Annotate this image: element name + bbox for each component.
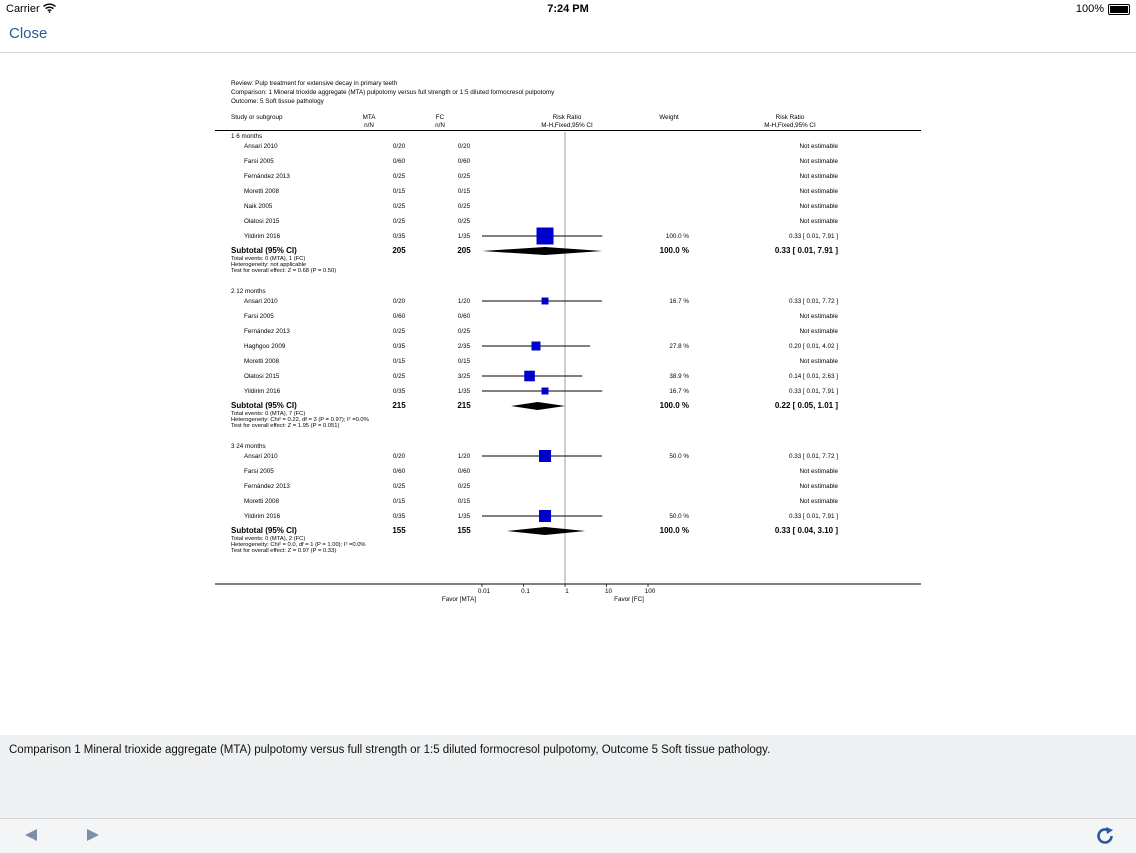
study-name: Moretti 2008 [244,358,280,365]
subtotal-note: Heterogeneity: Chi² = 0.0, df = 1 (P = 1.00); I² =0.0% [231,542,366,548]
study-mta: 0/25 [392,173,406,180]
subtotal-note: Test for overall effect: Z = 0.68 (P = 0.50) [231,268,337,274]
study-name: Moretti 2008 [244,498,280,505]
refresh-icon[interactable] [1094,825,1116,852]
study-name: Fernández 2013 [244,483,290,490]
battery-icon [1108,4,1130,15]
subtotal-label: Subtotal (95% CI) [231,401,297,410]
study-fc: 1/35 [457,513,471,520]
header-fc: FC [435,114,445,121]
study-fc: 0/25 [457,218,471,225]
back-arrow-icon[interactable] [24,828,38,847]
study-mta: 0/15 [392,188,406,195]
study-marker [524,371,535,382]
axis-tick-label: 0.01 [477,588,491,595]
header-study: Study or subgroup [231,114,283,121]
study-rr: 0.33 [ 0.01, 7.72 ] [788,453,838,460]
study-mta: 0/35 [392,343,406,350]
study-rr: Not estimable [799,173,838,180]
subtotal-mta: 205 [392,246,406,255]
study-marker [542,388,549,395]
study-mta: 0/60 [392,158,406,165]
study-marker [539,510,551,522]
subtotal-weight: 100.0 % [659,246,689,255]
subtotal-fc: 155 [457,526,471,535]
study-rr: Not estimable [799,203,838,210]
favor-fc-label: Favor [FC] [614,596,644,603]
subtotal-note: Total events: 0 (MTA), 2 (FC) [231,536,306,542]
subtotal-diamond [511,402,565,410]
study-mta: 0/15 [392,358,406,365]
caption-panel [0,735,1136,818]
subtotal-label: Subtotal (95% CI) [231,246,297,255]
header-rr: Risk Ratio [552,114,582,121]
study-marker [542,298,549,305]
study-name: Ansari 2010 [244,143,278,150]
study-mta: 0/25 [392,328,406,335]
study-mta: 0/20 [392,143,406,150]
study-name: Ansari 2010 [244,453,278,460]
study-fc: 1/35 [457,233,471,240]
axis-tick-label: 100 [644,588,656,595]
header-fc-sub: n/N [435,122,445,129]
study-mta: 0/25 [392,373,406,380]
study-weight: 16.7 % [669,388,689,395]
study-rr: Not estimable [799,498,838,505]
subtotal-note: Test for overall effect: Z = 0.97 (P = 0.33) [231,548,337,554]
subtotal-note: Total events: 0 (MTA), 7 (FC) [231,411,306,417]
study-fc: 1/20 [457,453,471,460]
study-name: Naik 2005 [244,203,273,210]
study-rr: 0.20 [ 0.01, 4.02 ] [788,343,838,350]
study-mta: 0/60 [392,468,406,475]
study-name: Ansari 2010 [244,298,278,305]
study-fc: 0/25 [457,328,471,335]
study-fc: 0/60 [457,158,471,165]
study-mta: 0/25 [392,483,406,490]
forward-arrow-icon[interactable] [86,828,100,847]
study-name: Farsi 2005 [244,468,274,475]
study-rr: 0.33 [ 0.01, 7.72 ] [788,298,838,305]
study-mta: 0/20 [392,298,406,305]
study-name: Olatosi 2015 [244,373,280,380]
subtotal-rr: 0.33 [ 0.01, 7.91 ] [774,246,838,255]
study-fc: 0/60 [457,313,471,320]
study-mta: 0/35 [392,233,406,240]
study-name: Farsi 2005 [244,313,274,320]
carrier-label: Carrier [6,3,40,15]
forest-plot [0,52,1136,735]
subtotal-mta: 155 [392,526,406,535]
subtotal-rr: 0.33 [ 0.04, 3.10 ] [774,526,838,535]
study-rr: Not estimable [799,188,838,195]
study-fc: 0/15 [457,358,471,365]
battery-percent: 100% [1075,3,1104,15]
group-title: 2 12 months [231,288,266,295]
study-fc: 2/35 [457,343,471,350]
bottom-toolbar [0,818,1136,853]
study-name: Haghgoo 2009 [244,343,286,350]
study-rr: 0.33 [ 0.01, 7.91 ] [788,233,838,240]
study-weight: 50.0 % [669,453,689,460]
study-marker [537,228,554,245]
study-rr: 0.33 [ 0.01, 7.91 ] [788,513,838,520]
subtotal-weight: 100.0 % [659,401,689,410]
forest-plot-figure [0,52,1136,735]
study-name: Moretti 2008 [244,188,280,195]
subtotal-note: Test for overall effect: Z = 1.95 (P = 0.051) [231,423,340,429]
subtotal-weight: 100.0 % [659,526,689,535]
study-fc: 1/35 [457,388,471,395]
study-fc: 0/20 [457,143,471,150]
group-title: 3 24 months [231,443,266,450]
favor-mta-label: Favor [MTA] [441,596,477,603]
study-weight: 16.7 % [669,298,689,305]
subtotal-fc: 215 [457,401,471,410]
study-mta: 0/25 [392,218,406,225]
study-name: Farsi 2005 [244,158,274,165]
close-button[interactable]: Close [9,25,48,42]
study-mta: 0/35 [392,388,406,395]
study-name: Fernández 2013 [244,173,290,180]
study-fc: 0/60 [457,468,471,475]
study-rr: Not estimable [799,358,838,365]
subtotal-mta: 215 [392,401,406,410]
comparison-line: Comparison: 1 Mineral trioxide aggregate (MTA) pulpotomy versus full strength or 1:5 diluted formocresol pulpotomy [231,89,555,96]
study-rr: Not estimable [799,483,838,490]
status-bar [0,0,1136,18]
study-fc: 0/15 [457,188,471,195]
study-weight: 100.0 % [665,233,689,240]
study-fc: 1/20 [457,298,471,305]
study-fc: 3/25 [457,373,471,380]
study-rr: Not estimable [799,158,838,165]
header-rr2: Risk Ratio [775,114,805,121]
study-rr: 0.33 [ 0.01, 7.91 ] [788,388,838,395]
subtotal-note: Heterogeneity: not applicable [231,262,307,268]
header-weight: Weight [659,114,679,121]
study-weight: 38.9 % [669,373,689,380]
study-weight: 27.8 % [669,343,689,350]
header-rr2-sub: M-H,Fixed,95% CI [764,122,816,129]
study-mta: 0/20 [392,453,406,460]
study-rr: Not estimable [799,143,838,150]
figure-caption: Comparison 1 Mineral trioxide aggregate (MTA) pulpotomy versus full strength or 1:5 diluted formocresol pulpotomy, Outcome 5 Soft tissue pathology. [9,744,771,756]
study-marker [539,450,551,462]
subtotal-label: Subtotal (95% CI) [231,526,297,535]
subtotal-rr: 0.22 [ 0.05, 1.01 ] [774,401,838,410]
axis-tick-label: 1 [565,588,569,595]
study-fc: 0/25 [457,203,471,210]
subtotal-note: Total events: 0 (MTA), 1 (FC) [231,256,306,262]
group-title: 1 6 months [231,133,263,140]
subtotal-note: Heterogeneity: Chi² = 0.22, df = 3 (P = 0.97); I² =0.0% [231,417,369,423]
study-marker [532,342,541,351]
study-name: Yildirim 2016 [244,233,281,240]
study-name: Yildirim 2016 [244,388,281,395]
study-mta: 0/25 [392,203,406,210]
review-line: Review: Pulp treatment for extensive decay in primary teeth [231,80,398,87]
subtotal-diamond [507,527,585,535]
study-fc: 0/15 [457,498,471,505]
study-rr: Not estimable [799,468,838,475]
study-rr: 0.14 [ 0.01, 2.63 ] [788,373,838,380]
study-mta: 0/35 [392,513,406,520]
axis-tick-label: 0.1 [521,588,530,595]
header-mta: MTA [362,114,376,121]
subtotal-fc: 205 [457,246,471,255]
study-rr: Not estimable [799,328,838,335]
study-name: Yildirim 2016 [244,513,281,520]
header-rr-sub: M-H,Fixed,95% CI [541,122,593,129]
header-mta-sub: n/N [364,122,374,129]
study-weight: 50.0 % [669,513,689,520]
study-name: Olatosi 2015 [244,218,280,225]
study-rr: Not estimable [799,218,838,225]
nav-bar [0,18,1136,53]
study-fc: 0/25 [457,173,471,180]
study-mta: 0/60 [392,313,406,320]
subtotal-diamond [482,247,602,255]
study-mta: 0/15 [392,498,406,505]
axis-tick-label: 10 [604,588,613,595]
study-fc: 0/25 [457,483,471,490]
outcome-line: Outcome: 5 Soft tissue pathology [231,98,324,105]
study-name: Fernández 2013 [244,328,290,335]
study-rr: Not estimable [799,313,838,320]
clock: 7:24 PM [547,3,589,15]
